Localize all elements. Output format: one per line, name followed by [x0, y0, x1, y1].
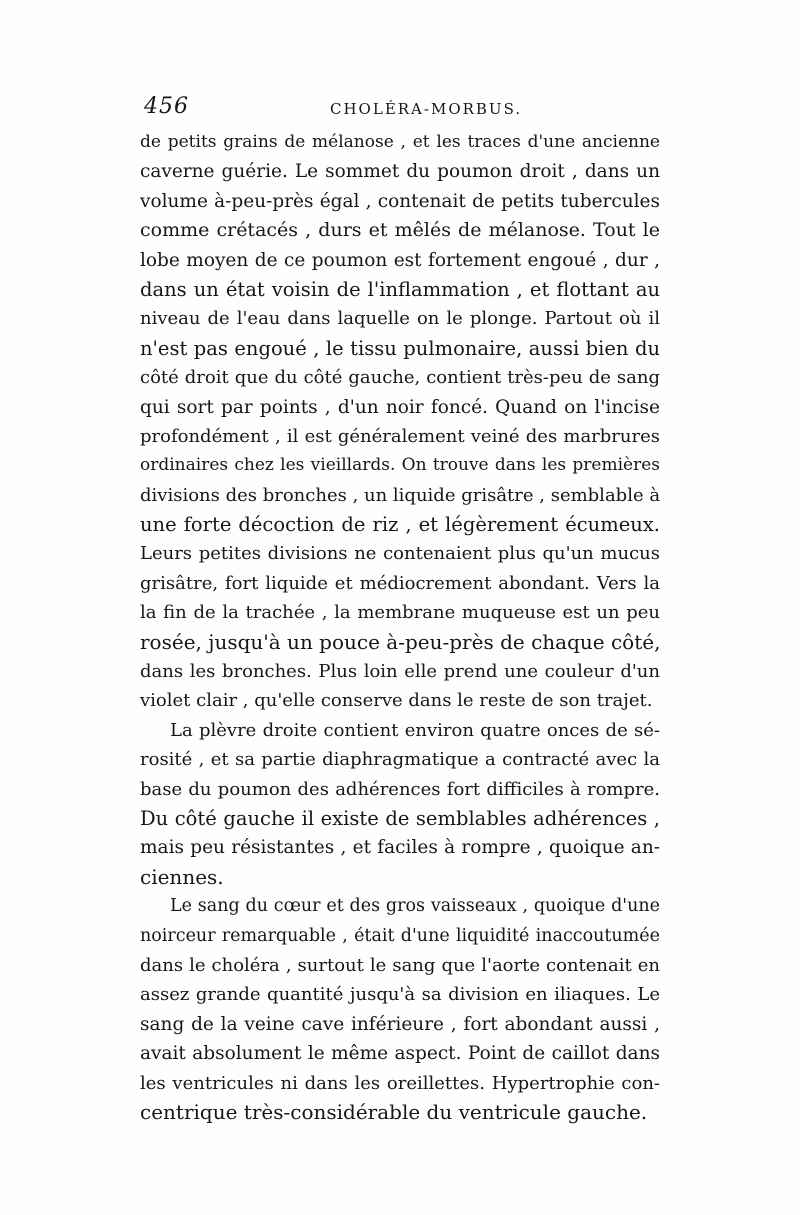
text-line: lobe moyen de ce poumon est fortement engoué , dur , [140, 249, 660, 271]
text-line: sang de la veine cave inférieure , fort abondant aussi , [140, 1013, 660, 1035]
text-line: noirceur remarquable , était d'une liquidité inaccoutumée [140, 925, 660, 946]
page-number: 456 [144, 94, 189, 119]
page-header [140, 92, 680, 122]
text-line: dans les bronches. Plus loin elle prend une couleur d'un [140, 661, 660, 683]
text-line: comme crétacés , durs et mêlés de mélanose. Tout le [140, 219, 660, 242]
text-line: mais peu résistantes , et faciles à rompre , quoique an- [140, 837, 660, 859]
text-line: divisions des bronches , un liquide grisâtre , semblable à [140, 484, 660, 506]
text-line: ciennes. [140, 864, 224, 889]
text-line: avait absolument le même aspect. Point de caillot dans [140, 1043, 660, 1065]
text-line: ordinaires chez les vieillards. On trouve dans les premières [140, 455, 660, 476]
text-line: grisâtre, fort liquide et médiocrement abondant. Vers la [140, 572, 660, 594]
text-line: dans un état voisin de l'inflammation , et flottant au [140, 277, 660, 301]
text-line: côté droit que du côté gauche, contient très-peu de sang [140, 367, 660, 389]
text-line: la fin de la trachée , la membrane muqueuse est un peu [140, 602, 660, 624]
text-line: une forte décoction de riz , et légèrement écumeux. [140, 513, 660, 537]
text-line: caverne guérie. Le sommet du poumon droit , dans un [140, 161, 660, 183]
text-line: rosée, jusqu'à un pouce à-peu-près de chaque côté, [140, 629, 660, 654]
text-line: de petits grains de mélanose , et les traces d'une ancienne [140, 132, 660, 152]
text-line: les ventricules ni dans les oreillettes. Hypertrophie con- [140, 1072, 660, 1094]
text-line: La plèvre droite contient environ quatre onces de sé- [170, 719, 660, 741]
text-line: Leurs petites divisions ne contenaient plus qu'un mucus [140, 543, 660, 565]
text-line: violet clair , qu'elle conserve dans le reste de son trajet. [140, 690, 653, 712]
text-line: niveau de l'eau dans laquelle on le plonge. Partout où il [140, 308, 660, 330]
text-line: qui sort par points , d'un noir foncé. Quand on l'incise [140, 396, 660, 418]
text-line: rosité , et sa partie diaphragmatique a contracté avec la [140, 749, 660, 771]
text-line: centrique très-considérable du ventricule gauche. [140, 1099, 648, 1124]
text-line: base du poumon des adhérences fort difficiles à rompre. [140, 778, 660, 800]
running-title: CHOLÉRA-MORBUS. [330, 100, 523, 118]
text-line: Du côté gauche il existe de semblables adhérences , [140, 806, 660, 830]
text-line: volume à-peu-près égal , contenait de petits tubercules [140, 190, 660, 212]
body-text [140, 128, 660, 1127]
text-line: profondément , il est généralement veiné des marbrures [140, 425, 660, 447]
text-line: n'est pas engoué , le tissu pulmonaire, aussi bien du [140, 336, 660, 360]
text-line: assez grande quantité jusqu'à sa division en iliaques. Le [140, 984, 660, 1006]
text-line: dans le choléra , surtout le sang que l'aorte contenait en [140, 954, 660, 976]
text-line: Le sang du cœur et des gros vaisseaux , quoique d'une [170, 896, 660, 917]
